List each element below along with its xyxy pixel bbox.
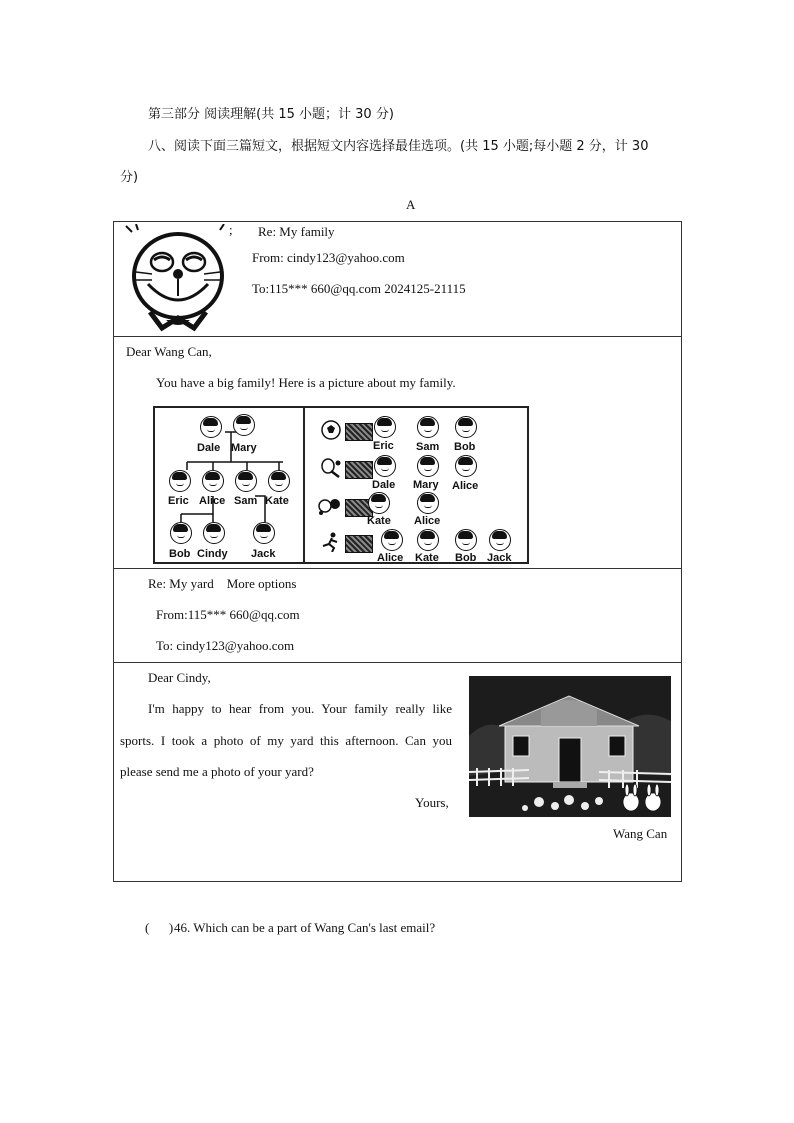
chart-name-alice-2: Alice [414,515,441,527]
chart-avatar-mary [417,455,439,477]
email2-body-line1: I'm happy to hear from you. Your family really like [148,701,452,716]
passage-label: A [406,197,416,212]
email2-from: From:115*** 660@qq.com [156,607,300,622]
chart-avatar-alice [455,455,477,477]
email2-to: To: cindy123@yahoo.com [156,638,295,653]
hobby-chart-panel [303,406,529,564]
question-46-text: 46. Which can be a part of Wang Can's last email? [174,920,436,935]
chart-name-sam: Sam [416,441,440,453]
chart-name-alice-3: Alice [377,552,404,564]
chart-name-kate-2: Kate [415,552,439,564]
avatar-sam [235,470,257,492]
chart-name-alice: Alice [452,480,479,492]
chart-avatar-dale [374,455,396,477]
activity-word-1 [345,423,373,441]
tree-name-cindy: Cindy [197,548,228,560]
chart-avatar-alice-2 [417,492,439,514]
email2-body-line3: please send me a photo of your yard? [120,764,314,779]
avatar-mary [233,414,255,436]
tree-name-eric: Eric [168,495,189,507]
tree-name-dale: Dale [197,442,221,454]
chart-avatar-sam [417,416,439,438]
tree-name-mary: Mary [231,442,257,454]
avatar-eric [169,470,191,492]
activity-word-4 [345,535,373,553]
section-heading: 第三部分 阅读理解(共 15 小题；计 30 分) [148,107,394,122]
running-icon [319,532,343,552]
football-icon [319,420,343,440]
divider-2 [113,568,682,569]
chart-name-mary: Mary [413,479,439,491]
chart-avatar-jack [489,529,511,551]
email1-to: To:115*** 660@qq.com 2024125-21115 [252,281,466,296]
cartoon-cat-avatar-icon [122,224,234,334]
instructions-line2: 分) [120,170,139,185]
avatar-bob [170,522,192,544]
avatar-dale [200,416,222,438]
email1-subject: Re: My family [258,224,335,239]
chart-name-dale: Dale [372,479,396,491]
avatar-cindy [203,522,225,544]
chart-name-bob: Bob [454,441,476,453]
chart-avatar-kate [368,492,390,514]
ping-pong-icon [317,496,341,516]
email1-from: From: cindy123@yahoo.com [252,250,405,265]
chart-name-bob-2: Bob [455,552,477,564]
instructions-line1: 八、阅读下面三篇短文，根据短文内容选择最佳选项。(共 15 小题;每小题 2 分，计 30 [148,139,649,154]
email2-closing: Yours, [415,795,449,810]
chart-avatar-alice-3 [381,529,403,551]
divider-1 [113,336,682,337]
divider-3 [113,662,682,663]
tree-name-kate: Kate [265,495,289,507]
chart-avatar-eric [374,416,396,438]
tree-name-sam: Sam [234,495,258,507]
separator-mark: ; [229,222,233,237]
yard-photo [469,676,671,817]
activity-word-2 [345,461,373,479]
email2-subject: Re: My yard More options [148,576,297,591]
email2-body-line2: sports. I took a photo of my yard this afternoon. Can you [120,733,452,748]
tree-name-bob: Bob [169,548,191,560]
chart-name-kate: Kate [367,515,391,527]
email2-greeting: Dear Cindy, [148,670,211,685]
avatar-jack [253,522,275,544]
chart-name-eric: Eric [373,440,394,452]
chart-avatar-kate-2 [417,529,439,551]
avatar-kate [268,470,290,492]
family-tree-panel [153,406,305,564]
email2-signature: Wang Can [613,826,668,841]
avatar-alice [202,470,224,492]
tree-name-jack: Jack [251,548,276,560]
answer-bracket[interactable]: ( ) [145,920,174,935]
tree-name-alice: Alice [199,495,226,507]
chart-avatar-bob-2 [455,529,477,551]
chart-name-jack: Jack [487,552,512,564]
racket-icon [319,458,343,478]
chart-avatar-bob [455,416,477,438]
email1-body: You have a big family! Here is a picture about my family. [156,375,456,390]
yard-house-drawing [469,676,671,817]
email1-greeting: Dear Wang Can, [126,344,212,359]
